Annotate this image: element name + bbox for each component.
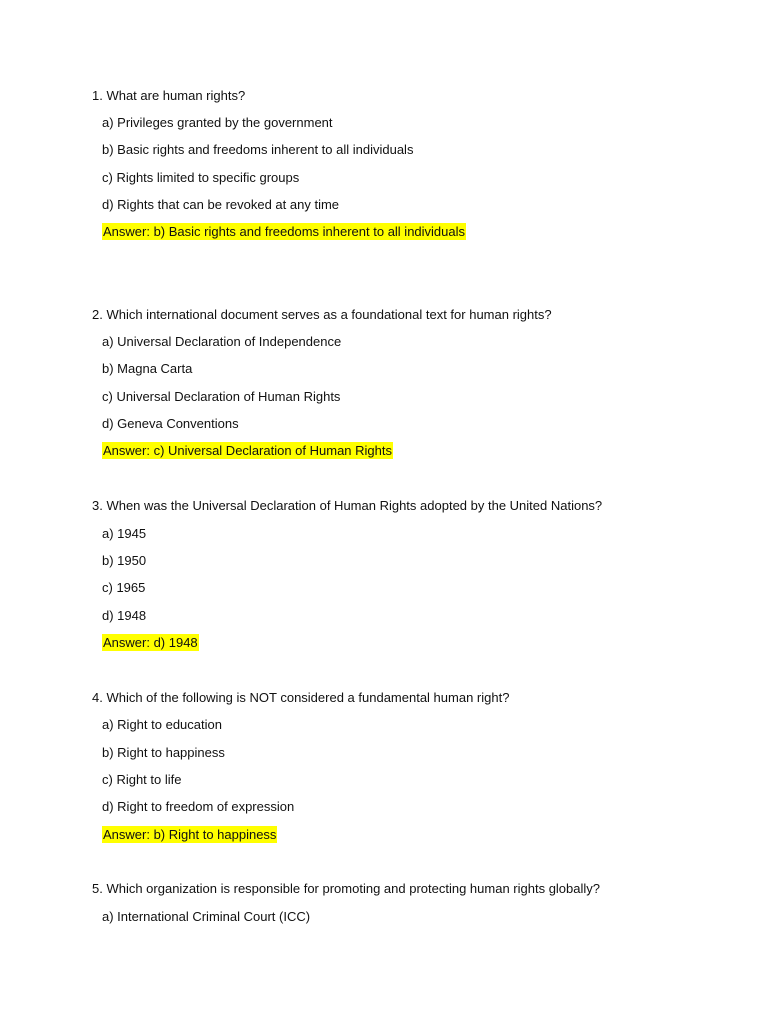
option-a: a) International Criminal Court (ICC) [102,909,311,924]
option-a: a) Right to education [102,717,222,732]
question-text: 2. Which international document serves as a foundational text for human rights? [92,307,552,322]
option-c: c) Universal Declaration of Human Rights [102,389,341,404]
answer-highlight: Answer: d) 1948 [103,635,198,650]
question-text: 1. What are human rights? [92,88,246,103]
answer-line [102,443,393,459]
answer-highlight: Answer: b) Right to happiness [103,827,277,842]
answer-highlight: Answer: c) Universal Declaration of Human Rights [103,443,392,458]
answer-line [102,635,199,651]
option-b: b) Basic rights and freedoms inherent to all individuals [102,142,414,157]
option-c: c) Rights limited to specific groups [102,170,300,185]
option-b: b) Right to happiness [102,745,225,760]
answer-line [102,224,466,240]
option-d: d) Geneva Conventions [102,416,239,431]
question-text: 4. Which of the following is NOT considered a fundamental human right? [92,690,510,705]
answer-line [102,827,277,843]
option-d: d) Rights that can be revoked at any time [102,197,340,212]
option-b: b) Magna Carta [102,361,193,376]
question-text: 5. Which organization is responsible for promoting and protecting human rights globally? [92,881,601,896]
option-d: d) Right to freedom of expression [102,799,295,814]
option-a: a) 1945 [102,526,147,541]
option-c: c) 1965 [102,580,146,595]
question-text: 3. When was the Universal Declaration of Human Rights adopted by the United Nations? [92,498,603,513]
option-a: a) Privileges granted by the government [102,115,333,130]
option-b: b) 1950 [102,553,147,568]
option-c: c) Right to life [102,772,182,787]
option-d: d) 1948 [102,608,147,623]
answer-highlight: Answer: b) Basic rights and freedoms inherent to all individuals [103,224,466,239]
option-a: a) Universal Declaration of Independence [102,334,342,349]
